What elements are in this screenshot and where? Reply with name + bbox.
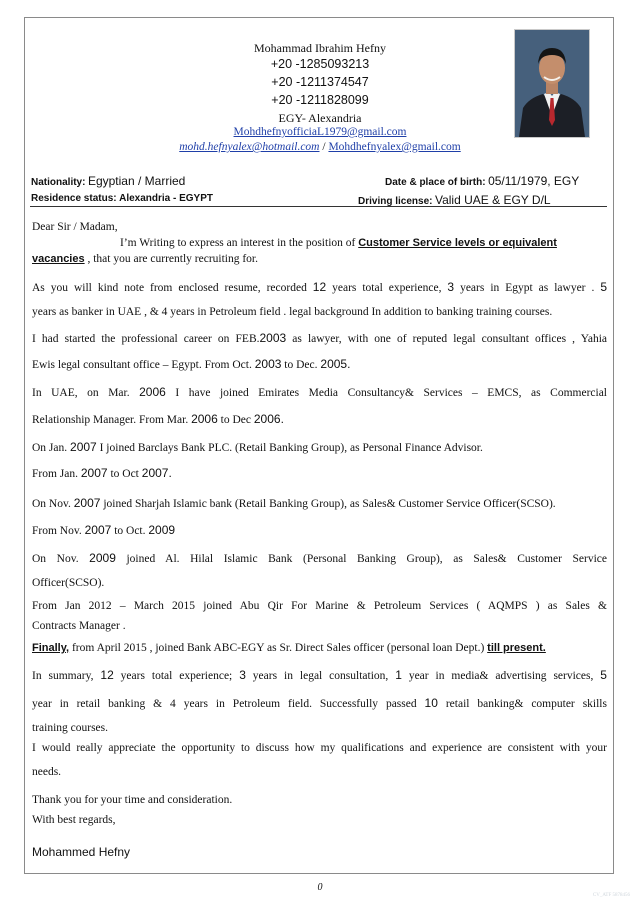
closing-line-2: With best regards, — [32, 814, 116, 826]
location: EGY- Alexandria — [278, 111, 362, 125]
paragraph-3-line-1: In UAE, on Mar. 2006 I have joined Emirates Media Consultancy& Services – EMCS, as Commercial — [32, 385, 607, 399]
phone-1: +20 -1285093213 — [270, 57, 370, 71]
email-line-1 — [140, 126, 500, 138]
residence-value: Alexandria - EGYPT — [119, 193, 214, 204]
closing-line-1: Thank you for your time and consideration. — [32, 794, 233, 806]
nationality-value: Egyptian / Married — [87, 174, 186, 188]
nationality-label: Nationality: — [31, 177, 86, 188]
email-link-1[interactable]: MohdhefnyofficiaL1979@gmail.com — [233, 126, 407, 138]
intro-line-2: vacancies , that you are currently recruiting for. — [32, 253, 259, 265]
dob-label: Date & place of birth: — [385, 177, 486, 188]
dob-value: 05/11/1979, EGY — [488, 174, 580, 188]
nationality-row — [31, 174, 185, 188]
person-photo-icon — [515, 30, 589, 137]
paragraph-11-line-2: year in retail banking & 4 years in Petroleum field. Successfully passed 10 retail banking& computer skills — [32, 696, 607, 710]
email-link-2[interactable]: mohd.hefnyalex@hotmail.com — [179, 141, 320, 153]
section-divider — [30, 206, 607, 207]
paragraph-12-line-2: needs. — [32, 766, 62, 778]
license-row — [358, 193, 551, 207]
paragraph-9-line-1: From Jan 2012 – March 2015 joined Abu Qir For Marine & Petroleum Services ( AQMPS ) as Sales & — [32, 600, 607, 612]
phone-2: +20 -1211374547 — [271, 75, 369, 89]
paragraph-8-line-1: On Nov. 2009 joined Al. Hilal Islamic Bank (Personal Banking Group), as Sales& Customer Service — [32, 551, 607, 565]
email-line-2 — [120, 141, 520, 153]
license-label: Driving license: — [358, 196, 433, 207]
page-number: 0 — [317, 882, 323, 893]
paragraph-3-line-2: Relationship Manager. From Mar. 2006 to Dec 2006. — [32, 412, 284, 426]
paragraph-9-line-2: Contracts Manager . — [32, 620, 126, 632]
candidate-name: Mohammad Ibrahim Hefny — [254, 41, 386, 55]
watermark: CV_ATF 5878456 — [592, 893, 630, 898]
paragraph-5: From Jan. 2007 to Oct 2007. — [32, 466, 172, 480]
dob-row — [385, 174, 579, 188]
signature: Mohammed Hefny — [32, 845, 131, 859]
phone-3: +20 -1211828099 — [271, 93, 369, 107]
residence-label: Residence status: — [31, 193, 117, 204]
paragraph-1-line-2: years as banker in UAE , & 4 years in Petroleum field . legal background In addition to banking training courses. — [32, 306, 553, 318]
intro-line-1: I’m Writing to express an interest in the position of Customer Service levels or equivalent — [120, 237, 557, 249]
email-link-3[interactable]: Mohdhefnyalex@gmail.com — [328, 141, 461, 153]
paragraph-11-line-3: training courses. — [32, 722, 109, 734]
paragraph-11-line-1: In summary, 12 years total experience; 3 years in legal consultation, 1 year in media& advertising services, 5 — [32, 668, 607, 682]
till-present-highlight: till present. — [487, 642, 546, 654]
license-value: Valid UAE & EGY D/L — [434, 193, 551, 207]
paragraph-1-line-1: As you will kind note from enclosed resume, recorded 12 years total experience, 3 years in Egypt as lawyer . 5 — [32, 280, 608, 294]
paragraph-8-line-2: Officer(SCSO). — [32, 577, 105, 589]
email-separator: / — [319, 141, 329, 153]
paragraph-2-line-1: I had started the professional career on FEB.2003 as lawyer, with one of reputed legal consultant offices , Yahia — [32, 331, 607, 345]
position-highlight-a: Customer Service levels or equivalent — [358, 237, 557, 249]
residence-row — [31, 193, 213, 204]
paragraph-2-line-2: Ewis legal consultant office – Egypt. From Oct. 2003 to Dec. 2005. — [32, 357, 351, 371]
position-highlight-b: vacancies — [32, 253, 85, 265]
salutation: Dear Sir / Madam, — [32, 221, 118, 233]
paragraph-7: From Nov. 2007 to Oct. 2009 — [32, 523, 176, 537]
profile-photo — [514, 29, 590, 138]
finally-highlight: Finally, — [32, 642, 70, 654]
paragraph-10: Finally, from April 2015 , joined Bank ABC-EGY as Sr. Direct Sales officer (personal loan Dept.) till present. — [32, 642, 546, 654]
paragraph-6: On Nov. 2007 joined Sharjah Islamic bank (Retail Banking Group), as Sales& Customer Service Officer(SCSO). — [32, 496, 556, 510]
paragraph-12-line-1: I would really appreciate the opportunity to discuss how my qualifications and experience are consistent with your — [32, 742, 607, 754]
paragraph-4: On Jan. 2007 I joined Barclays Bank PLC. (Retail Banking Group), as Personal Finance Advisor. — [32, 440, 483, 454]
